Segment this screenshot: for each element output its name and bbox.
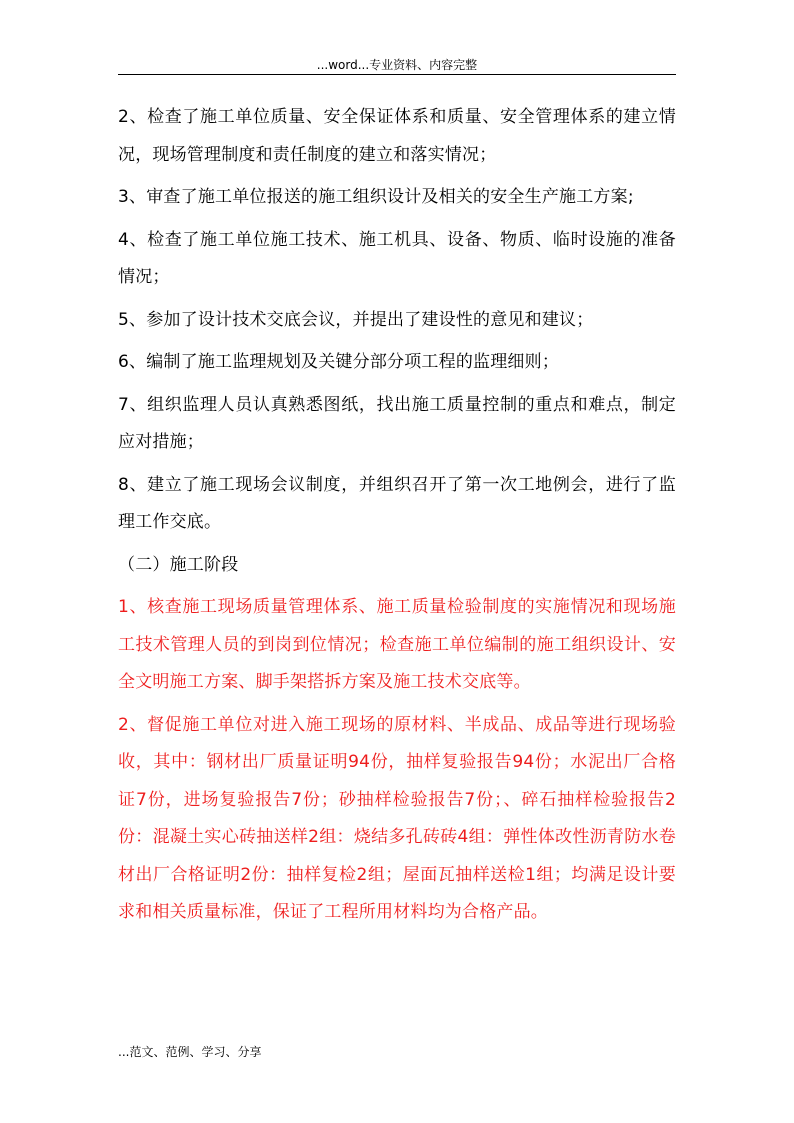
page-header: ...word...专业资料、内容完整 — [316, 58, 478, 72]
list-item-2: 2、检查了施工单位质量、安全保证体系和质量、安全管理体系的建立情况，现场管理制度和责任制度的建立和落实情况； — [118, 107, 676, 165]
header-divider — [118, 74, 676, 75]
list-item-7: 7、组织监理人员认真熟悉图纸，找出施工质量控制的重点和难点，制定应对措施； — [118, 394, 676, 452]
section-heading: （二）施工阶段 — [118, 554, 239, 575]
document-body — [118, 99, 676, 937]
construction-item-2: 2、督促施工单位对进入施工现场的原材料、半成品、成品等进行现场验收，其中：钢材出厂质量证明94份，抽样复验报告94份；水泥出厂合格证7份，进场复验报告7份；砂抽样检验报告7份；、碎石抽样检验报告2份：混凝土实心砖抽送样2组：烧结多孔砖砖4组：弹性体改性沥青防水卷材出厂合格证明2份：抽样复检2组；屋面瓦抽样送检1组；均满足设计要求和相关质量标准，保证了工程所用材料均为合格产品。 — [118, 714, 676, 922]
list-item-4: 4、检查了施工单位施工技术、施工机具、设备、物质、临时设施的准备情况； — [118, 229, 676, 287]
construction-item-1: 1、核查施工现场质量管理体系、施工质量检验制度的实施情况和现场施工技术管理人员的到岗到位情况；检查施工单位编制的施工组织设计、安全文明施工方案、脚手架搭拆方案及施工技术交底等。 — [118, 597, 676, 692]
list-item-3: 3、审查了施工单位报送的施工组织设计及相关的安全生产施工方案; — [118, 187, 634, 207]
page-footer: ...范文、范例、学习、分享 — [118, 1045, 262, 1059]
list-item-8: 8、建立了施工现场会议制度，并组织召开了第一次工地例会，进行了监理工作交底。 — [118, 474, 676, 532]
list-item-6: 6、编制了施工监理规划及关键分部分项工程的监理细则； — [118, 352, 560, 372]
list-item-5: 5、参加了设计技术交底会议，并提出了建设性的意见和建议； — [118, 309, 594, 330]
